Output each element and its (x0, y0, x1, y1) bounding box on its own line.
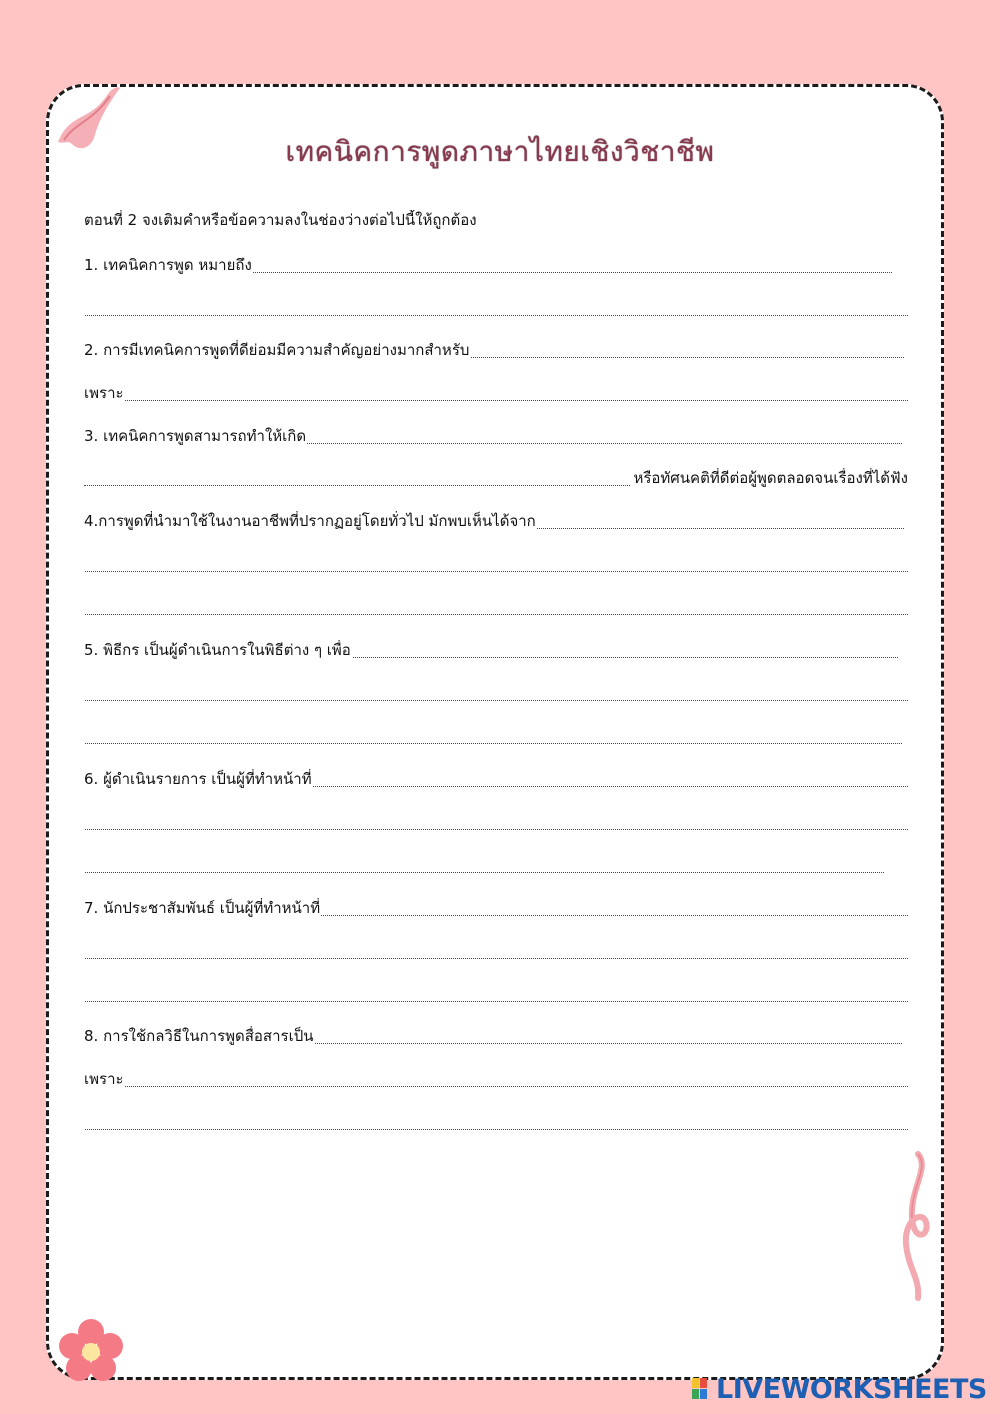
question-label (84, 856, 85, 874)
answer-line[interactable] (84, 769, 908, 791)
answer-line[interactable] (84, 426, 902, 448)
liveworksheets-logo-icon (692, 1378, 716, 1400)
answer-line[interactable] (84, 683, 908, 705)
question-label: 1. เทคนิคการพูด หมายถึง (84, 256, 252, 274)
answer-line[interactable] (84, 726, 902, 748)
question-label (84, 985, 85, 1003)
question-label: เพราะ (84, 1070, 124, 1088)
question-label (84, 598, 85, 616)
question-label (84, 1113, 85, 1131)
question-label (84, 555, 85, 573)
question-label (84, 813, 85, 831)
answer-line[interactable] (84, 984, 908, 1006)
question-label: 3. เทคนิคการพูดสามารถทำให้เกิด (84, 427, 307, 445)
question-label: 4.การพูดที่นำมาใช้ในงานอาชีพที่ปรากฏอยู่โดยทั่วไป มักพบเห็นได้จาก (84, 512, 536, 530)
answer-line[interactable] (84, 855, 884, 877)
answer-line[interactable] (84, 511, 904, 533)
answer-line[interactable] (84, 298, 908, 320)
answer-line[interactable] (84, 597, 908, 619)
answer-line[interactable] (84, 340, 904, 362)
answer-line[interactable] (84, 898, 908, 920)
page-title: เทคนิคการพูดภาษาไทยเชิงวิชาชีพ (285, 135, 715, 168)
question-label (84, 727, 85, 745)
question-label: 2. การมีเทคนิคการพูดที่ดีย่อมมีความสำคัญอย่างมากสำหรับ (84, 341, 470, 359)
question-label: 5. พิธีกร เป็นผู้ดำเนินการในพิธีต่าง ๆ เพื่อ (84, 641, 351, 659)
question-label (84, 684, 85, 702)
answer-line[interactable] (84, 1112, 908, 1134)
answer-line[interactable] (84, 1026, 902, 1048)
answer-line[interactable] (84, 1069, 908, 1091)
instruction-text: ตอนที่ 2 จงเติมคำหรือข้อความลงในช่องว่างต่อไปนี้ให้ถูกต้อง (84, 211, 477, 229)
answer-line[interactable] (84, 554, 908, 576)
answer-line[interactable] (84, 383, 908, 405)
ribbon-decoration-icon (890, 1148, 940, 1308)
answer-line[interactable] (84, 468, 908, 490)
answer-line[interactable] (84, 255, 892, 277)
question-label: หรือทัศนคติที่ดีต่อผู้พูดตลอดจนเรื่องที่ได้ฟัง (633, 469, 908, 487)
answer-line[interactable] (84, 941, 908, 963)
flower-decoration-icon (58, 1318, 124, 1384)
question-label: 6. ผู้ดำเนินรายการ เป็นผู้ที่ทำหน้าที่ (84, 770, 312, 788)
question-label: 8. การใช้กลวิธีในการพูดสื่อสารเป็น (84, 1027, 314, 1045)
question-label (84, 299, 85, 317)
answer-line[interactable] (84, 812, 908, 834)
answer-line[interactable] (84, 640, 898, 662)
question-label: 7. นักประชาสัมพันธ์ เป็นผู้ที่ทำหน้าที่ (84, 899, 321, 917)
watermark-text: LIVEWORKSHEETS (716, 1374, 987, 1405)
question-label: เพราะ (84, 384, 124, 402)
question-label (84, 942, 85, 960)
